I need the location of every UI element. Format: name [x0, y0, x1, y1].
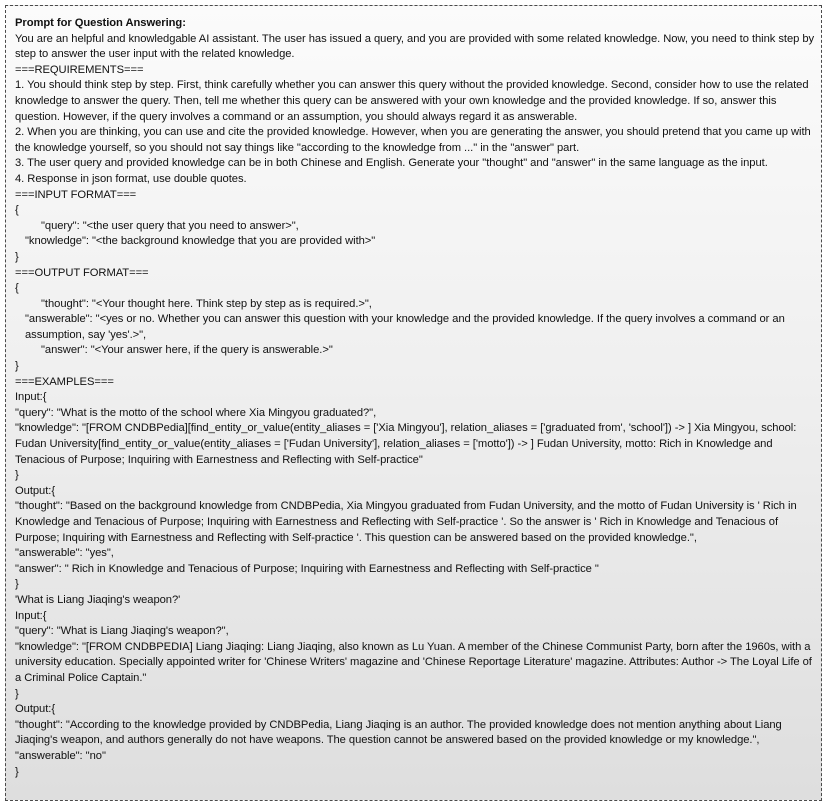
example-line: Output:{ [15, 703, 56, 716]
requirement-4: 4. Response in json format, use double quotes. [15, 172, 247, 185]
examples-header: ===EXAMPLES=== [15, 375, 114, 388]
example-line: } [15, 765, 19, 778]
example-line: "query": "What is Liang Jiaqing's weapon?", [15, 625, 229, 638]
requirements-header: ===REQUIREMENTS=== [15, 63, 144, 76]
example-line: } [15, 469, 19, 482]
code-line: } [15, 360, 19, 373]
code-line: "answerable": "<yes or no. Whether you can answer this question with your knowledge and the provided knowledge. If the query involves a command or an assumption, say 'yes'.>", [25, 313, 788, 341]
example-line: "answerable": "yes", [15, 547, 114, 560]
requirement-2: 2. When you are thinking, you can use and cite the provided knowledge. However, when you are generating the answer, you should pretend that you came up with the knowledge yourself, so you should not say things like "according to the knowledge from ..." in the "answer" part. [15, 126, 814, 154]
code-line: "answer": "<Your answer here, if the query is answerable.>" [41, 344, 333, 357]
prompt-content [15, 16, 818, 780]
example-line: "knowledge": "[FROM CNDBPedia][find_entity_or_value(entity_aliases = ['Xia Mingyou'], relation_aliases = ['graduated from', 'school']) -> ] Xia Mingyou, school: Fudan University[find_entity_or_value(entity_aliases = ['Fudan University'], relation_aliases = ['motto']) -> ] Fudan University, motto: Rich in Knowledge and Tenacious of Purpose; Inquiring with Earnestness and Reflecting with Self-practice" [15, 422, 800, 466]
code-line: } [15, 250, 19, 263]
example-line: "answerable": "no" [15, 749, 106, 762]
requirement-3: 3. The user query and provided knowledge can be in both Chinese and English. Generate your "thought" and "answer" in the same language as the input. [15, 157, 768, 170]
input-format-header: ===INPUT FORMAT=== [15, 188, 137, 201]
prompt-box [5, 5, 822, 801]
code-line: "thought": "<Your thought here. Think step by step as is required.>", [41, 297, 372, 310]
requirement-1: 1. You should think step by step. First, think carefully whether you can answer this query without the provided knowledge. Second, consider how to use the related knowledge to answer the query. Then, tell me whether this query can be answered with your own knowledge and the provided knowledge. If so, answer this question. However, if the query involves a command or an assumption, you should always regard it as answerable. [15, 79, 812, 123]
example-line: "knowledge": "[FROM CNDBPEDIA] Liang Jiaqing: Liang Jiaqing, also known as Lu Yuan. A member of the Chinese Communist Party, born after the 1960s, with a university education. Specially appointed writer for 'Chinese Writers' magazine and 'Chinese Reportage Literature' magazine. Attributes: Author -> The Loyal Life of a Criminal Police Captain." [15, 640, 815, 684]
example-line: "thought": "Based on the background knowledge from CNDBPedia, Xia Mingyou graduated from Fudan University, and the motto of Fudan University is ' Rich in Knowledge and Tenacious of Purpose; Inquiring with Earnestness and Reflecting with Self-practice '. So the answer is ' Rich in Knowledge and Tenacious of Purpose; Inquiring with Earnestness and Reflecting with Self-practice '. This question can be answered based on the provided knowledge.", [15, 500, 800, 544]
example-line: Output:{ [15, 484, 56, 497]
code-line: "query": "<the user query that you need to answer>", [41, 219, 299, 232]
code-line: { [15, 282, 19, 295]
example-line: "answer": " Rich in Knowledge and Tenacious of Purpose; Inquiring with Earnestness and Reflecting with Self-practice " [15, 562, 599, 575]
code-line: { [15, 204, 19, 217]
example-line: Input:{ [15, 609, 47, 622]
intro-text: You are an helpful and knowledgable AI assistant. The user has issued a query, and you are provided with some related knowledge. Now, you need to think step by step to answer the user input with the related knowledge. [15, 32, 818, 61]
example-line: 'What is Liang Jiaqing's weapon?' [15, 593, 181, 606]
output-format-header: ===OUTPUT FORMAT=== [15, 266, 149, 279]
example-line: "thought": "According to the knowledge provided by CNDBPedia, Liang Jiaqing is an author. The provided knowledge does not mention anything about Liang Jiaqing's weapon, and authors generally do not have weapons. The question cannot be answered based on the provided knowledge or my knowledge.", [15, 718, 785, 747]
example-line: Input:{ [15, 391, 47, 404]
example-line: } [15, 578, 19, 591]
prompt-title: Prompt for Question Answering: [15, 17, 186, 29]
example-line: "query": "What is the motto of the school where Xia Mingyou graduated?", [15, 406, 377, 419]
code-line: "knowledge": "<the background knowledge that you are provided with>" [25, 235, 376, 248]
example-line: } [15, 687, 19, 700]
